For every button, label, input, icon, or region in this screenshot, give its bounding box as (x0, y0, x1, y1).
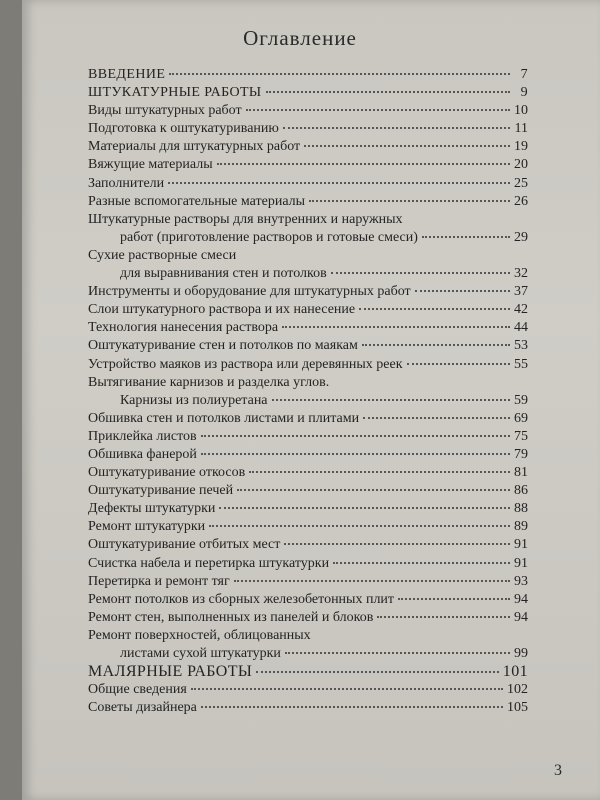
toc-entry (88, 374, 528, 392)
toc-entry-page: 101 (502, 663, 528, 681)
toc-entry-page: 20 (514, 157, 528, 173)
toc-entry-title: Сухие растворные смеси (88, 247, 237, 263)
toc-entry-title: Обшивка стен и потолков листами и плитами (88, 410, 360, 426)
dot-leader (201, 450, 510, 455)
toc-entry (88, 536, 528, 554)
toc-entry-title: работ (приготовление растворов и готовые смеси) (120, 229, 418, 245)
dot-leader (415, 287, 510, 292)
toc-entry-title: Разные вспомогательные материалы (88, 193, 306, 209)
toc-entry (88, 627, 528, 645)
dot-leader (407, 217, 510, 220)
dot-leader (407, 360, 511, 365)
toc-entry (88, 645, 528, 663)
table-of-contents (88, 66, 528, 717)
toc-entry (88, 681, 528, 699)
dot-leader (315, 633, 510, 636)
toc-entry (88, 66, 528, 84)
dot-leader (331, 269, 510, 274)
toc-entry (88, 247, 528, 265)
page-number: 3 (554, 762, 562, 779)
toc-entry (88, 175, 528, 193)
toc-entry-page: 37 (514, 284, 528, 300)
dot-leader (246, 106, 510, 111)
toc-entry-title: Технология нанесения раствора (88, 320, 279, 336)
toc-entry-page: 93 (514, 573, 528, 589)
toc-entry-page: 44 (514, 320, 528, 336)
toc-entry (88, 609, 528, 627)
toc-entry (88, 283, 528, 301)
toc-entry-page: 59 (514, 392, 528, 408)
dot-leader (285, 649, 510, 654)
toc-entry-title: Оштукатуривание стен и потолков по маякам (88, 338, 358, 354)
dot-leader (284, 540, 510, 545)
toc-entry-page: 42 (514, 302, 528, 318)
toc-entry-page: 7 (520, 67, 528, 82)
toc-entry-title: Ремонт потолков из сборных железобетонных плит (88, 591, 395, 607)
toc-entry-title: Вытягивание карнизов и разделка углов. (88, 374, 330, 390)
dot-leader (201, 703, 503, 708)
toc-entry-title: для выравнивания стен и потолков (120, 266, 327, 282)
toc-entry-title: Оштукатуривание отбитых мест (88, 537, 281, 553)
toc-entry-title: ШТУКАТУРНЫЕ РАБОТЫ (88, 85, 262, 101)
toc-entry-title: листами сухой штукатурки (120, 646, 281, 661)
dot-leader (266, 88, 510, 93)
toc-entry (88, 156, 528, 174)
toc-entry-title: ВВЕДЕНИЕ (88, 67, 166, 82)
toc-entry-page: 94 (514, 591, 528, 607)
toc-entry (88, 356, 528, 374)
toc-entry (88, 337, 528, 355)
toc-entry (88, 518, 528, 536)
toc-entry (88, 500, 528, 518)
toc-entry-title: Штукатурные растворы для внутренних и наружных (88, 211, 403, 227)
toc-entry (88, 102, 528, 120)
toc-entry-title: Общие сведения (88, 682, 187, 698)
toc-entry-title: Счистка набела и перетирка штукатурки (88, 555, 330, 571)
dot-leader (219, 504, 510, 509)
toc-entry (88, 211, 528, 229)
dot-leader (398, 595, 510, 600)
dot-leader (363, 414, 510, 419)
toc-entry-page: 19 (514, 139, 528, 155)
toc-entry-page: 55 (514, 356, 528, 372)
toc-entry-page: 9 (520, 85, 528, 101)
dot-leader (283, 124, 510, 129)
dot-leader (169, 70, 510, 75)
toc-entry-page: 10 (514, 103, 528, 119)
toc-entry-page: 25 (514, 175, 528, 191)
dot-leader (201, 432, 510, 437)
toc-entry-page: 81 (514, 465, 528, 481)
dot-leader (256, 668, 499, 673)
toc-entry-title: Ремонт стен, выполненных из панелей и блоков (88, 609, 374, 625)
dot-leader (304, 142, 510, 147)
toc-entry (88, 464, 528, 482)
toc-entry-title: Ремонт поверхностей, облицованных (88, 627, 311, 643)
dot-leader (272, 396, 510, 401)
dot-leader (377, 613, 510, 618)
toc-entry-page: 105 (507, 700, 528, 716)
toc-entry (88, 573, 528, 591)
toc-entry-page: 75 (514, 428, 528, 444)
toc-entry-page: 79 (514, 446, 528, 462)
toc-entry (88, 265, 528, 283)
toc-entry (88, 555, 528, 573)
dot-leader (422, 233, 510, 238)
toc-entry-title: Карнизы из полиуретана (120, 392, 268, 408)
toc-entry-page: 86 (514, 483, 528, 499)
dot-leader (237, 486, 510, 491)
dot-leader (234, 577, 510, 582)
toc-entry-title: Материалы для штукатурных работ (88, 139, 301, 155)
toc-entry-title: Инструменты и оборудование для штукатурных работ (88, 284, 411, 300)
toc-entry-page: 99 (514, 646, 528, 661)
dot-leader (309, 197, 510, 202)
toc-entry (88, 699, 528, 717)
toc-entry (88, 591, 528, 609)
toc-entry (88, 428, 528, 446)
toc-entry-title: Вяжущие материалы (88, 157, 213, 173)
toc-entry-page: 26 (514, 193, 528, 209)
toc-entry-title: Виды штукатурных работ (88, 103, 242, 119)
toc-entry-title: Подготовка к оштукатуриванию (88, 121, 279, 137)
toc-entry-title: Устройство маяков из раствора или деревянных реек (88, 356, 403, 372)
toc-entry-page: 91 (514, 537, 528, 553)
toc-title: Оглавление (243, 26, 357, 50)
toc-entry (88, 410, 528, 428)
toc-entry (88, 482, 528, 500)
toc-entry-title: Приклейка листов (88, 428, 197, 444)
toc-entry-title: Оштукатуривание откосов (88, 465, 246, 481)
toc-entry-title: Дефекты штукатурки (88, 501, 216, 517)
toc-entry-page: 11 (514, 121, 528, 137)
dot-leader (217, 160, 510, 165)
toc-entry-page: 69 (514, 410, 528, 426)
toc-entry (88, 319, 528, 337)
dot-leader (333, 559, 510, 564)
dot-leader (240, 253, 510, 256)
toc-entry (88, 138, 528, 156)
toc-entry-page: 91 (514, 555, 528, 571)
toc-entry-title: Ремонт штукатурки (88, 519, 206, 535)
toc-entry-page: 89 (514, 519, 528, 535)
toc-entry-title: Слои штукатурного раствора и их нанесение (88, 302, 356, 318)
toc-entry (88, 84, 528, 102)
dot-leader (209, 522, 510, 527)
toc-entry-title: Оштукатуривание печей (88, 483, 234, 499)
toc-entry (88, 446, 528, 464)
dot-leader (333, 380, 510, 383)
toc-entry (88, 229, 528, 247)
dot-leader (168, 179, 510, 184)
toc-entry-page: 88 (514, 501, 528, 517)
toc-entry-title: МАЛЯРНЫЕ РАБОТЫ (88, 663, 253, 681)
dot-leader (362, 341, 510, 346)
toc-entry-page: 102 (507, 682, 528, 698)
toc-entry-page: 29 (514, 229, 528, 245)
dot-leader (359, 305, 510, 310)
toc-entry-title: Обшивка фанерой (88, 446, 197, 462)
toc-entry-title: Перетирка и ремонт тяг (88, 573, 230, 589)
toc-entry-title: Советы дизайнера (88, 700, 197, 716)
toc-entry-page: 53 (514, 338, 528, 354)
toc-entry (88, 193, 528, 211)
toc-entry (88, 120, 528, 138)
toc-entry-page: 94 (514, 609, 528, 625)
dot-leader (282, 323, 510, 328)
toc-entry (88, 301, 528, 319)
toc-entry (88, 392, 528, 410)
dot-leader (191, 685, 503, 690)
dot-leader (249, 468, 510, 473)
toc-entry-page: 32 (514, 266, 528, 282)
toc-entry (88, 663, 528, 681)
toc-entry-title: Заполнители (88, 175, 165, 191)
